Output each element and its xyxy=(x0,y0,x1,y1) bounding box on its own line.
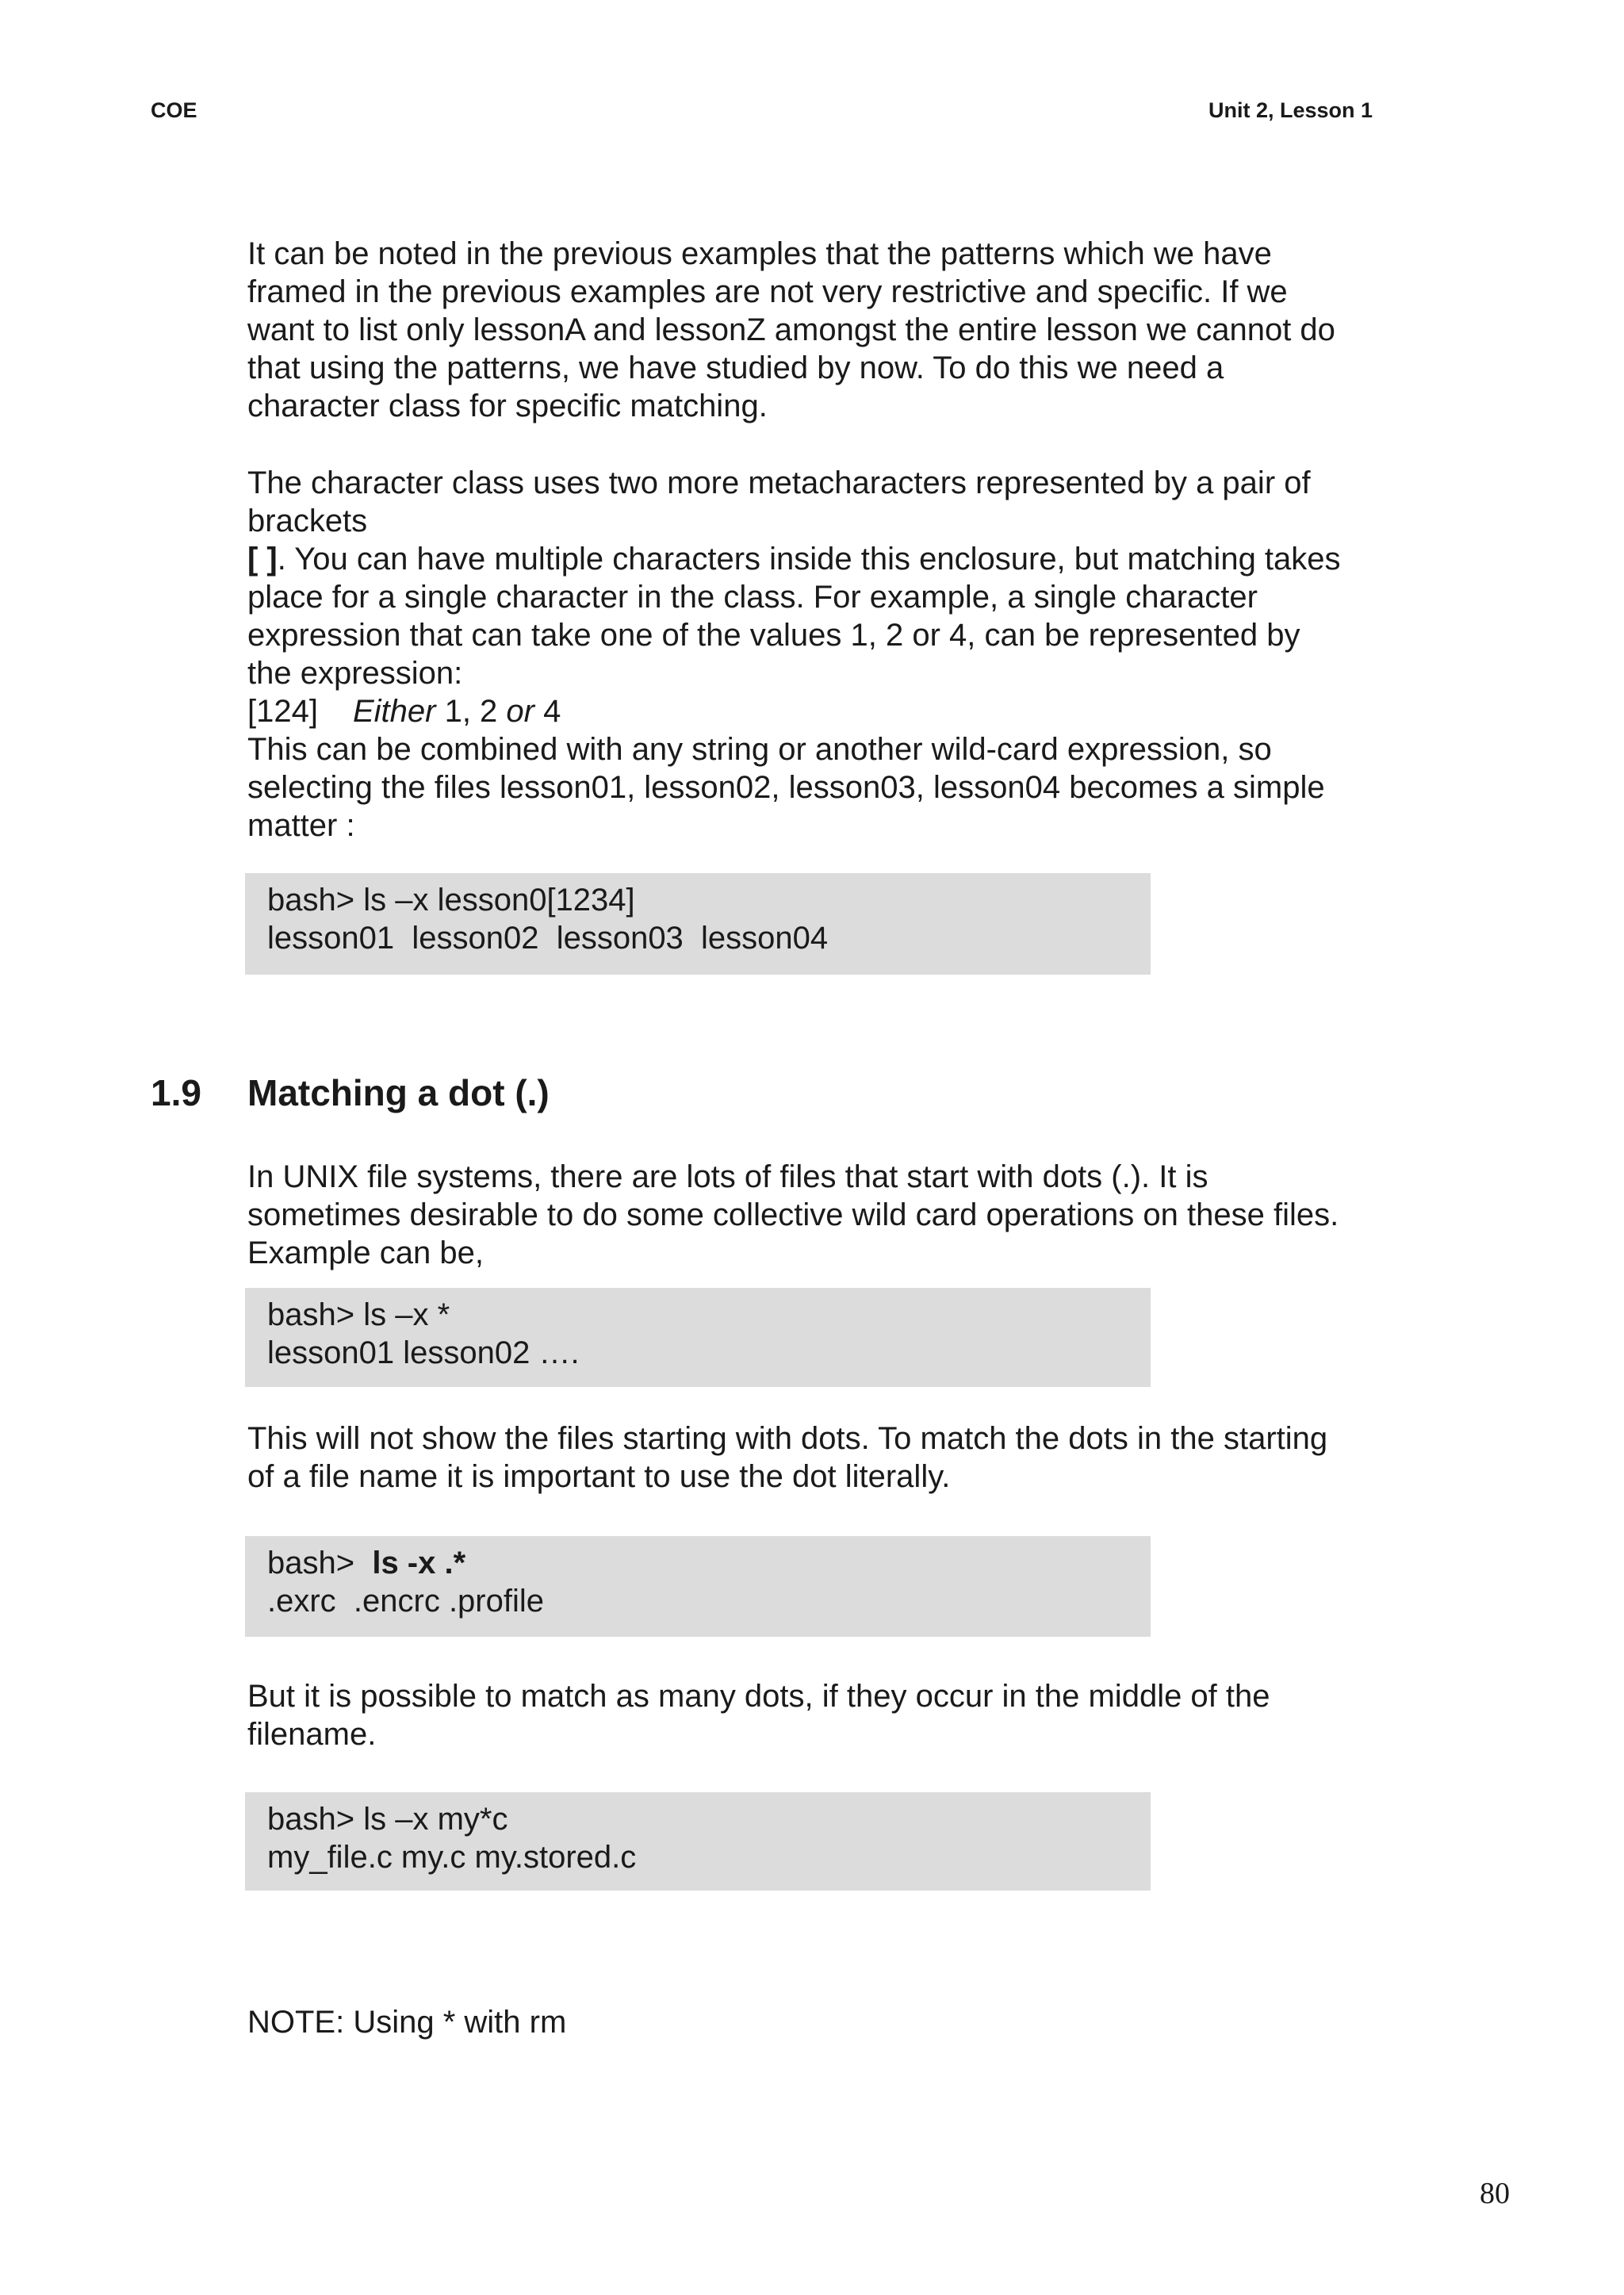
example-line xyxy=(247,692,1397,730)
text-line: sometimes desirable to do some collective wild card operations on these files. xyxy=(247,1197,1339,1232)
code-block-ls-my-c xyxy=(245,1792,1151,1891)
text-line: filename. xyxy=(247,1717,377,1752)
section-heading xyxy=(151,1071,550,1115)
code-output: .exrc .encrc .profile xyxy=(267,1584,545,1619)
page-number: 80 xyxy=(1480,2177,1510,2210)
example-either: Either xyxy=(352,694,436,729)
code-output: my_file.c my.c my.stored.c xyxy=(267,1840,637,1875)
code-line: bash> ls –x * xyxy=(267,1297,450,1332)
text-line: brackets xyxy=(247,504,368,538)
example-or: or xyxy=(506,694,534,729)
header-unit-lesson: Unit 2, Lesson 1 xyxy=(1208,98,1373,122)
code-block-ls-lesson0 xyxy=(245,873,1151,975)
text-line: It can be noted in the previous examples that the patterns which we have xyxy=(247,236,1272,271)
code-output: lesson01 lesson02 …. xyxy=(267,1335,580,1370)
section-number: 1.9 xyxy=(151,1072,201,1113)
text-line: NOTE: Using * with rm xyxy=(247,2005,567,2040)
example-value: 4 xyxy=(534,694,561,729)
paragraph-character-class-intro xyxy=(247,235,1397,425)
text-line: This can be combined with any string or another wild-card expression, so xyxy=(247,732,1272,767)
paragraph-brackets-metacharacters xyxy=(247,464,1397,845)
paragraph-middle-dots xyxy=(247,1677,1397,1753)
text-line: character class for specific matching. xyxy=(247,389,768,423)
text-line: want to list only lessonA and lessonZ amongst the entire lesson we cannot do xyxy=(247,312,1335,347)
text-line: framed in the previous examples are not very restrictive and specific. If we xyxy=(247,274,1288,309)
text-line: expression that can take one of the values 1, 2 or 4, can be represented by xyxy=(247,618,1300,653)
code-line: bash> ls –x lesson0[1234] xyxy=(267,883,635,918)
header-course-code: COE xyxy=(151,98,197,122)
code-output: lesson01 lesson02 lesson03 lesson04 xyxy=(267,921,829,956)
text-line: the expression: xyxy=(247,656,463,691)
text-line: place for a single character in the class. For example, a single character xyxy=(247,580,1258,615)
text-line: matter : xyxy=(247,808,355,843)
text-line: But it is possible to match as many dots, if they occur in the middle of the xyxy=(247,1679,1270,1714)
paragraph-dot-literal xyxy=(247,1420,1397,1496)
text-line: This will not show the files starting with dots. To match the dots in the starting xyxy=(247,1421,1328,1456)
text-line: selecting the files lesson01, lesson02, lesson03, lesson04 becomes a simple xyxy=(247,770,1325,805)
code-line: bash> ls –x my*c xyxy=(267,1802,508,1837)
text-line: that using the patterns, we have studied by now. To do this we need a xyxy=(247,351,1224,385)
text-line: In UNIX file systems, there are lots of files that start with dots (.). It is xyxy=(247,1159,1208,1194)
text-line xyxy=(247,540,1397,578)
note-text xyxy=(247,2003,1397,2041)
text-line: Example can be, xyxy=(247,1236,484,1270)
paragraph-unix-dot-files xyxy=(247,1158,1397,1272)
text-line: of a file name it is important to use the dot literally. xyxy=(247,1459,951,1494)
code-command: ls -x .* xyxy=(372,1546,466,1580)
code-prompt: bash> xyxy=(267,1546,373,1580)
text-fragment: . You can have multiple characters inside this enclosure, but matching takes xyxy=(277,542,1341,577)
code-block-ls-star xyxy=(245,1288,1151,1387)
code-line xyxy=(267,1544,1151,1582)
section-title: Matching a dot (.) xyxy=(247,1072,550,1113)
text-line: The character class uses two more metacharacters represented by a pair of xyxy=(247,466,1311,500)
example-values: 1, 2 xyxy=(435,694,507,729)
brackets-symbol: [ ] xyxy=(247,542,278,577)
code-block-ls-dot-star xyxy=(245,1536,1151,1637)
example-code: [124] xyxy=(247,694,318,729)
